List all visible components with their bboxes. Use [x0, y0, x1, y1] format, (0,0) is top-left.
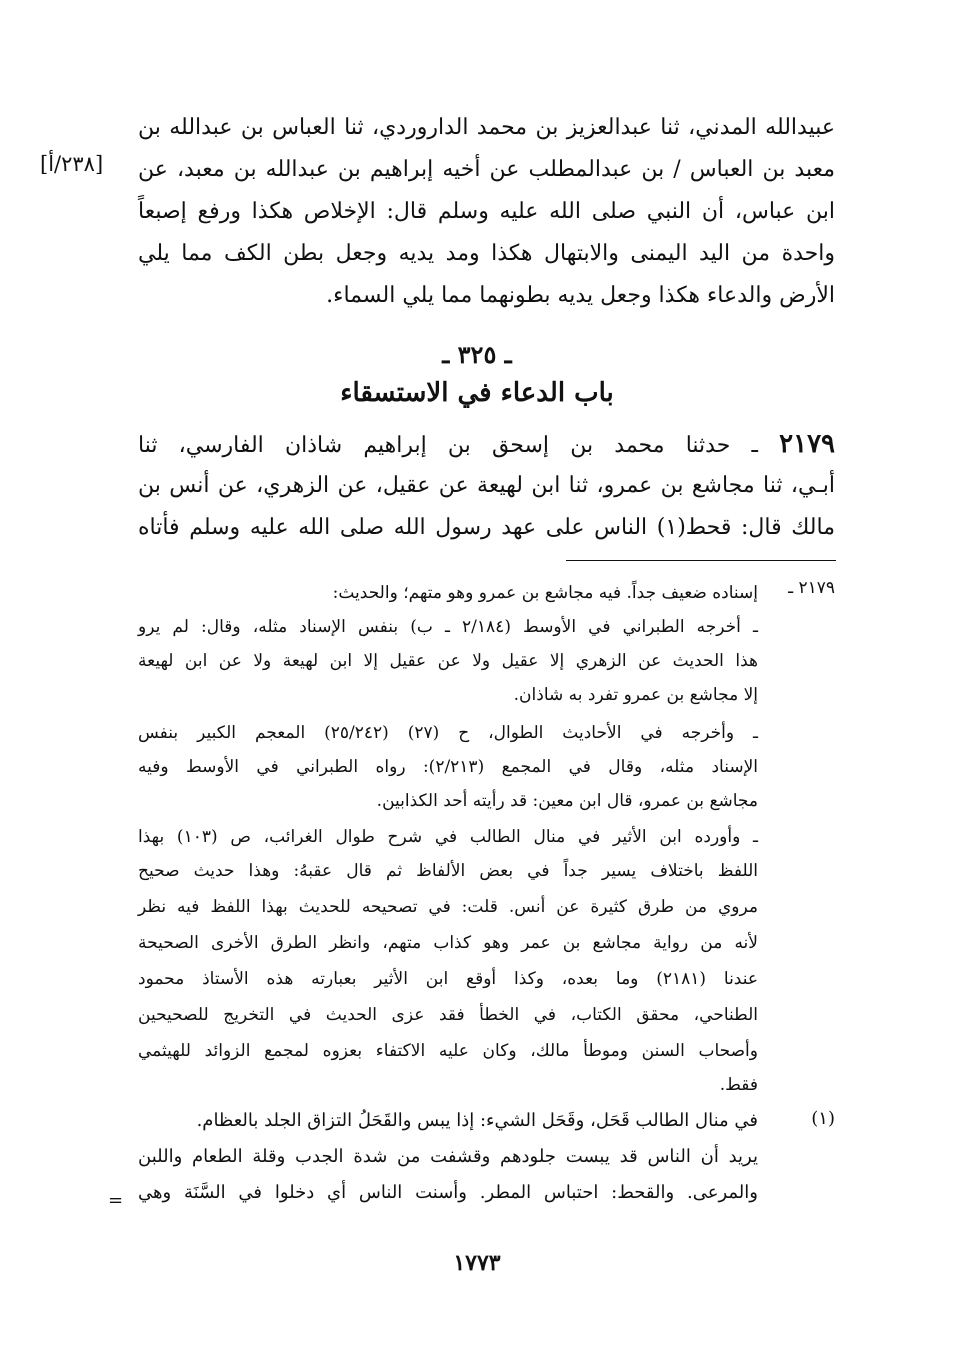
page-number: ١٧٧٣: [453, 1250, 501, 1276]
footnote-line: والمرعى. والقحط: احتباس المطر. وأسنت الناس أي دخلوا في السَّنَة وهي: [138, 1182, 758, 1203]
footnote-label: (١): [811, 1108, 835, 1129]
footnote-line: اللفظ باختلاف يسير جداً في بعض الألفاظ ثم قال عقبهُ: وهذا حديث صحيح: [138, 861, 758, 881]
hadith-line: أبـي، ثنا مجاشع بن عمرو، ثنا ابن لهيعة عن عقيل، عن الزهري، عن أنس بن: [138, 473, 835, 498]
footnote-line: لأنه من رواية مجاشع بن عمر وهو كذاب متهم، وانظر الطرق الأخرى الصحيحة: [138, 933, 758, 953]
footnote-line: مجاشع بن عمرو، قال ابن معين: قد رأيته أحد الكذابين.: [376, 791, 758, 811]
footnote-line: ـ وأخرجه في الأحاديث الطوال، ح (٢٧) (٢٥/٢٤٢) المعجم الكبير بنفس: [138, 723, 758, 743]
main-text-line: واحدة من اليد اليمنى والابتهال هكذا ومد يديه وجعل بطن الكف مما يلي: [138, 241, 835, 266]
footnote-line: يريد أن الناس قد يبست جلودهم وقشفت من شدة الجدب وقلة الطعام واللبن: [138, 1146, 758, 1167]
footnote-line: إسناده ضعيف جداً. فيه مجاشع بن عمرو وهو متهم؛ والحديث:: [332, 583, 758, 603]
hadith-text: ـ حدثنا محمد بن إسحق بن إبراهيم شاذان الفارسي، ثنا: [138, 433, 758, 458]
continuation-mark: =: [108, 1190, 124, 1211]
footnote-line: في منال الطالب قَحَل، وقَحَل الشيء: إذا يبس والقَحَلُ التزاق الجلد بالعظام.: [196, 1110, 758, 1131]
main-text-line: عبيدالله المدني، ثنا عبدالعزيز بن محمد الداروردي، ثنا العباس بن عبدالله بن: [138, 115, 835, 140]
footnote-line: إلا مجاشع بن عمرو تفرد به شاذان.: [513, 685, 758, 705]
manuscript-folio-note: [٢٣٨/أ]: [40, 152, 104, 176]
footnote-line: هذا الحديث عن الزهري إلا عقيل ولا عن عقيل إلا ابن لهيعة ولا عن ابن لهيعة: [138, 651, 758, 671]
hadith-line: مالك قال: قحط(١) الناس على عهد رسول الله صلى الله عليه وسلم فأتاه: [138, 515, 835, 540]
footnote-line: عندنا (٢١٨١) وما بعده، وكذا أوقع ابن الأثير بعبارته هذه الأستاذ محمود: [138, 969, 758, 989]
footnote-line: مروي من طرق كثيرة عن أنس. قلت: في تصحيحه للحديث بهذا اللفظ فيه نظر: [138, 897, 758, 917]
hadith-first-line: [138, 426, 835, 462]
main-text-line: معبد بن العباس / بن عبدالمطلب عن أخيه إبراهيم بن عبدالله بن معبد، عن: [138, 157, 835, 182]
footnote-label: ٢١٧٩ ـ: [788, 578, 835, 598]
footnote-line: ـ وأورده ابن الأثير في منال الطالب في شرح طوال الغرائب، ص (١٠٣) بهذا: [138, 827, 759, 847]
main-text-line: ابن عباس، أن النبي صلى الله عليه وسلم قال: الإخلاص هكذا ورفع إصبعاً: [138, 199, 835, 224]
footnote-line: الطناحي، محقق الكتاب، في الخطأ فقد عزى الحديث في التخريج للصحيحين: [138, 1005, 758, 1025]
footnote-separator: [566, 560, 836, 561]
footnote-line: فقط.: [719, 1075, 758, 1095]
main-text-line: الأرض والدعاء هكذا وجعل يديه بطونهما مما يلي السماء.: [326, 283, 835, 308]
chapter-title: باب الدعاء في الاستسقاء: [340, 378, 614, 408]
footnote-line: ـ أخرجه الطبراني في الأوسط (٢/١٨٤ ـ ب) بنفس الإسناد مثله، وقال: لم يرو: [138, 617, 758, 637]
hadith-number: ٢١٧٩: [779, 429, 835, 459]
section-number: ـ ٣٢٥ ـ: [442, 340, 512, 369]
footnote-line: وأصحاب السنن وموطأ مالك، وكان عليه الاكتفاء بعزوه لمجمع الزوائد للهيثمي: [138, 1041, 758, 1061]
footnote-line: الإسناد مثله، وقال في المجمع (٢/٢١٣): رواه الطبراني في الأوسط وفيه: [138, 757, 758, 777]
